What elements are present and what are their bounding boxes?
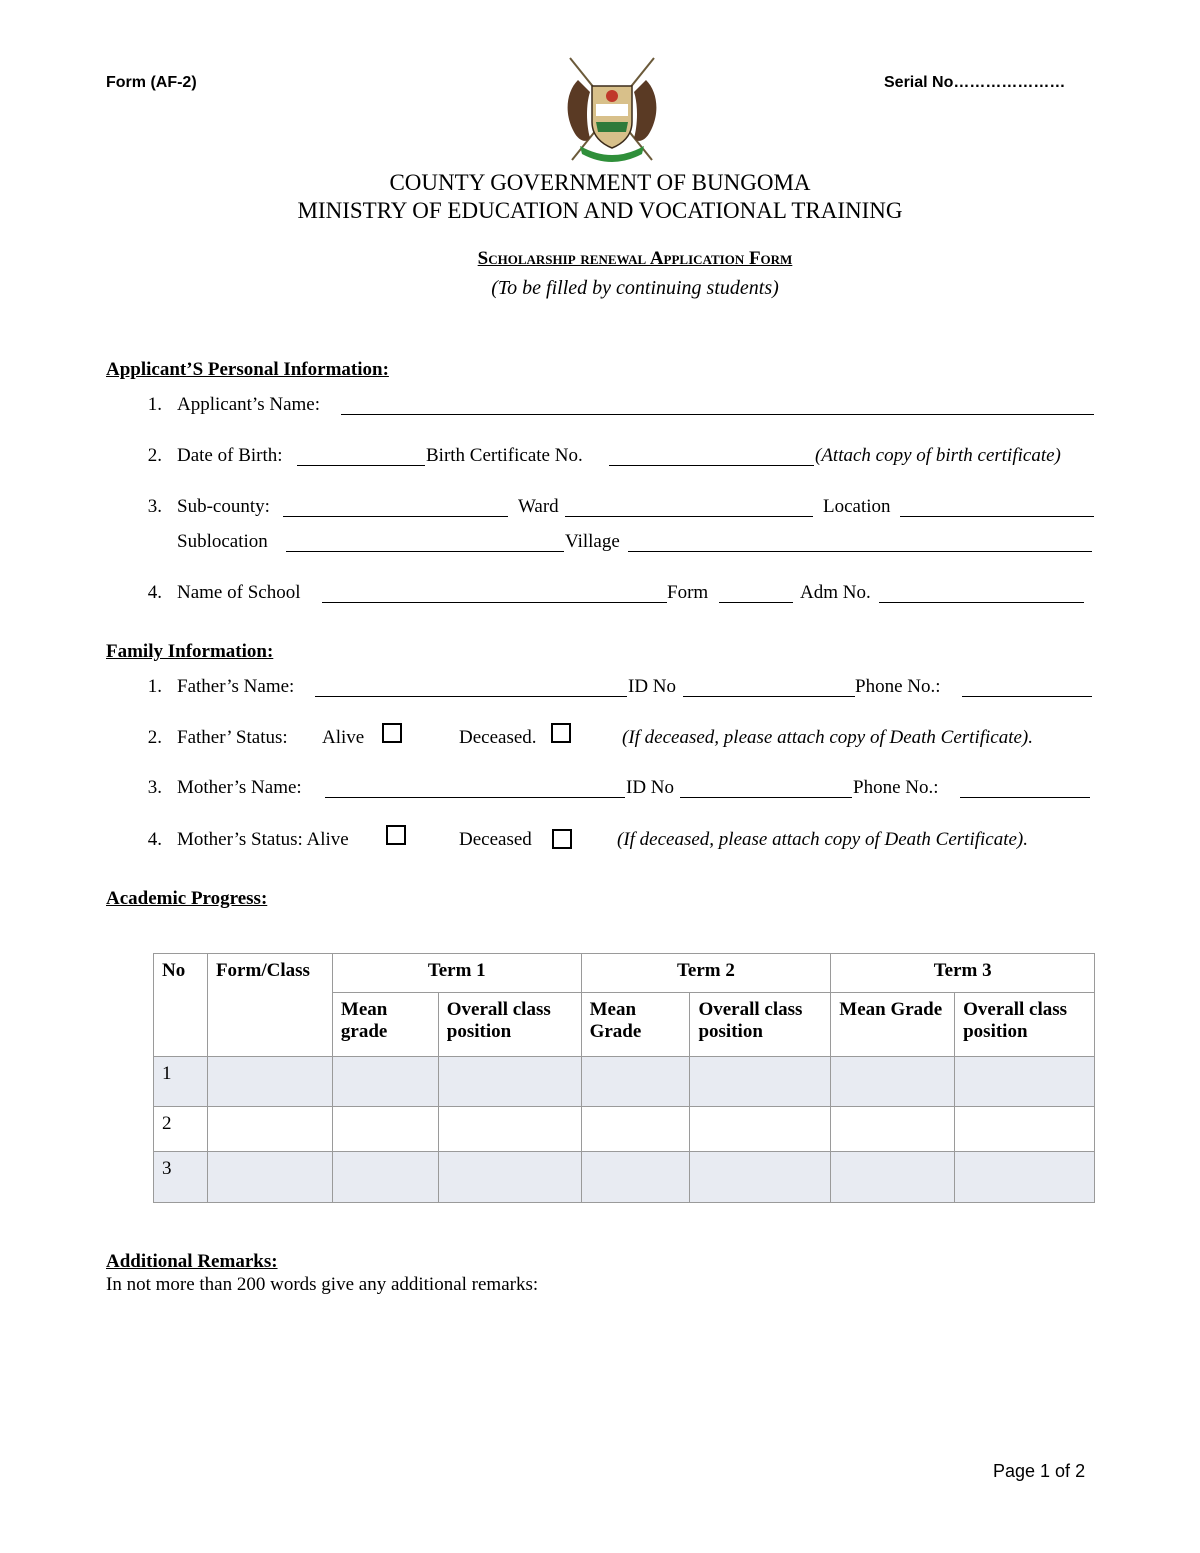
t3-position-cell[interactable] — [955, 1107, 1095, 1152]
form-subtitle: (To be filled by continuing students) — [491, 277, 779, 299]
remarks-prompt: In not more than 200 words give any additional remarks: — [106, 1274, 539, 1295]
birth-row — [140, 445, 1096, 469]
school-row — [140, 582, 1096, 606]
father-deceased-label: Deceased. — [459, 727, 537, 748]
father-alive-label: Alive — [322, 727, 365, 748]
form-code: Form (AF-2) — [106, 74, 197, 91]
ward-field[interactable] — [565, 498, 813, 517]
father-phone-field[interactable] — [962, 678, 1092, 697]
item-number: 2. — [147, 445, 162, 466]
adm-label: Adm No. — [800, 582, 871, 603]
serial-number-label: Serial No………………… — [884, 74, 1066, 91]
additional-remarks-heading: Additional Remarks: — [106, 1251, 278, 1272]
row-number: 2 — [154, 1107, 208, 1152]
header-t2-mean-grade: Mean Grade — [581, 993, 690, 1057]
mother-status-row — [140, 829, 1096, 853]
school-label: Name of School — [177, 582, 301, 603]
father-name-row — [140, 676, 1096, 700]
t3-mean-cell[interactable] — [831, 1057, 955, 1107]
form-field[interactable] — [719, 584, 793, 603]
row-number: 3 — [154, 1152, 208, 1203]
t3-mean-cell[interactable] — [831, 1152, 955, 1203]
mother-deceased-label: Deceased — [459, 829, 532, 850]
mother-id-field[interactable] — [680, 779, 852, 798]
table-row — [154, 1152, 1095, 1203]
ministry-title: MINISTRY OF EDUCATION AND VOCATIONAL TRAINING — [297, 198, 903, 223]
mother-status-label: Mother’s Status: Alive — [177, 829, 349, 850]
village-field[interactable] — [628, 533, 1092, 552]
t2-position-cell[interactable] — [690, 1107, 831, 1152]
father-name-field[interactable] — [315, 678, 627, 697]
attach-birth-cert-note: (Attach copy of birth certificate) — [815, 445, 1061, 466]
father-id-label: ID No — [628, 676, 677, 697]
sublocation-label: Sublocation — [177, 531, 268, 552]
applicant-name-field[interactable] — [341, 396, 1094, 415]
item-number: 1. — [147, 394, 162, 415]
header-t3-mean-grade: Mean Grade — [831, 993, 955, 1057]
row-number: 1 — [154, 1057, 208, 1107]
form-label: Form — [667, 582, 709, 603]
mother-alive-checkbox[interactable] — [386, 825, 406, 845]
t3-position-cell[interactable] — [955, 1057, 1095, 1107]
subcounty-row — [140, 496, 1096, 520]
sublocation-row — [140, 531, 1096, 555]
mother-name-row — [140, 777, 1096, 801]
t1-position-cell[interactable] — [438, 1107, 581, 1152]
header-no: No — [154, 954, 208, 1057]
item-number: 3. — [147, 496, 162, 517]
form-class-cell[interactable] — [207, 1057, 332, 1107]
t1-mean-cell[interactable] — [332, 1107, 438, 1152]
coat-of-arms-emblem — [556, 52, 668, 166]
t2-position-cell[interactable] — [690, 1152, 831, 1203]
page-number: Page 1 of 2 — [993, 1461, 1086, 1481]
dob-label: Date of Birth: — [177, 445, 283, 466]
personal-info-heading: Applicant’S Personal Information: — [106, 359, 389, 380]
mother-phone-field[interactable] — [960, 779, 1090, 798]
t3-mean-cell[interactable] — [831, 1107, 955, 1152]
t1-position-cell[interactable] — [438, 1152, 581, 1203]
location-field[interactable] — [900, 498, 1094, 517]
item-number: 1. — [147, 676, 162, 697]
t2-mean-cell[interactable] — [581, 1152, 690, 1203]
item-number: 3. — [147, 777, 162, 798]
birth-cert-label: Birth Certificate No. — [426, 445, 583, 466]
table-row — [154, 1057, 1095, 1107]
header-t1-class-position: Overall class position — [438, 993, 581, 1057]
mother-deceased-checkbox[interactable] — [552, 829, 572, 849]
item-number: 4. — [147, 829, 162, 850]
academic-progress-heading: Academic Progress: — [106, 888, 268, 909]
t2-position-cell[interactable] — [690, 1057, 831, 1107]
father-status-label: Father’ Status: — [177, 727, 288, 748]
mother-name-field[interactable] — [325, 779, 625, 798]
village-label: Village — [565, 531, 620, 552]
father-name-label: Father’s Name: — [177, 676, 295, 697]
item-number: 2. — [147, 727, 162, 748]
dob-field[interactable] — [297, 447, 425, 466]
item-number: 4. — [147, 582, 162, 603]
header-term-3: Term 3 — [831, 954, 1095, 993]
mother-phone-label: Phone No.: — [853, 777, 939, 798]
header-t3-class-position: Overall class position — [955, 993, 1095, 1057]
birth-cert-field[interactable] — [609, 447, 814, 466]
t2-mean-cell[interactable] — [581, 1057, 690, 1107]
academic-progress-table — [153, 953, 1095, 1203]
form-class-cell[interactable] — [207, 1107, 332, 1152]
form-title: Scholarship renewal Application Form — [477, 248, 793, 269]
location-label: Location — [823, 496, 891, 517]
header-form-class: Form/Class — [207, 954, 332, 1057]
sublocation-field[interactable] — [286, 533, 564, 552]
t3-position-cell[interactable] — [955, 1152, 1095, 1203]
applicant-name-row — [140, 394, 1096, 418]
t1-mean-cell[interactable] — [332, 1152, 438, 1203]
family-info-heading: Family Information: — [106, 641, 274, 662]
form-class-cell[interactable] — [207, 1152, 332, 1203]
mother-death-cert-note: (If deceased, please attach copy of Death Certificate). — [617, 829, 1029, 850]
subcounty-label: Sub-county: — [177, 496, 270, 517]
header-t2-class-position: Overall class position — [690, 993, 831, 1057]
school-field[interactable] — [322, 584, 667, 603]
header-term-1: Term 1 — [332, 954, 581, 993]
table-row — [154, 1107, 1095, 1152]
t2-mean-cell[interactable] — [581, 1107, 690, 1152]
father-phone-label: Phone No.: — [855, 676, 941, 697]
father-status-row — [140, 727, 1096, 751]
adm-field[interactable] — [879, 584, 1084, 603]
father-death-cert-note: (If deceased, please attach copy of Death Certificate). — [622, 727, 1034, 748]
subcounty-field[interactable] — [283, 498, 508, 517]
father-id-field[interactable] — [683, 678, 855, 697]
county-title: COUNTY GOVERNMENT OF BUNGOMA — [389, 170, 811, 195]
mother-id-label: ID No — [626, 777, 675, 798]
father-deceased-checkbox[interactable] — [551, 723, 571, 743]
ward-label: Ward — [518, 496, 559, 517]
header-t1-mean-grade: Mean grade — [332, 993, 438, 1057]
mother-name-label: Mother’s Name: — [177, 777, 302, 798]
applicant-name-label: Applicant’s Name: — [177, 394, 320, 415]
father-alive-checkbox[interactable] — [382, 723, 402, 743]
remarks-area[interactable] — [106, 1302, 1096, 1432]
t1-mean-cell[interactable] — [332, 1057, 438, 1107]
t1-position-cell[interactable] — [438, 1057, 581, 1107]
header-term-2: Term 2 — [581, 954, 831, 993]
